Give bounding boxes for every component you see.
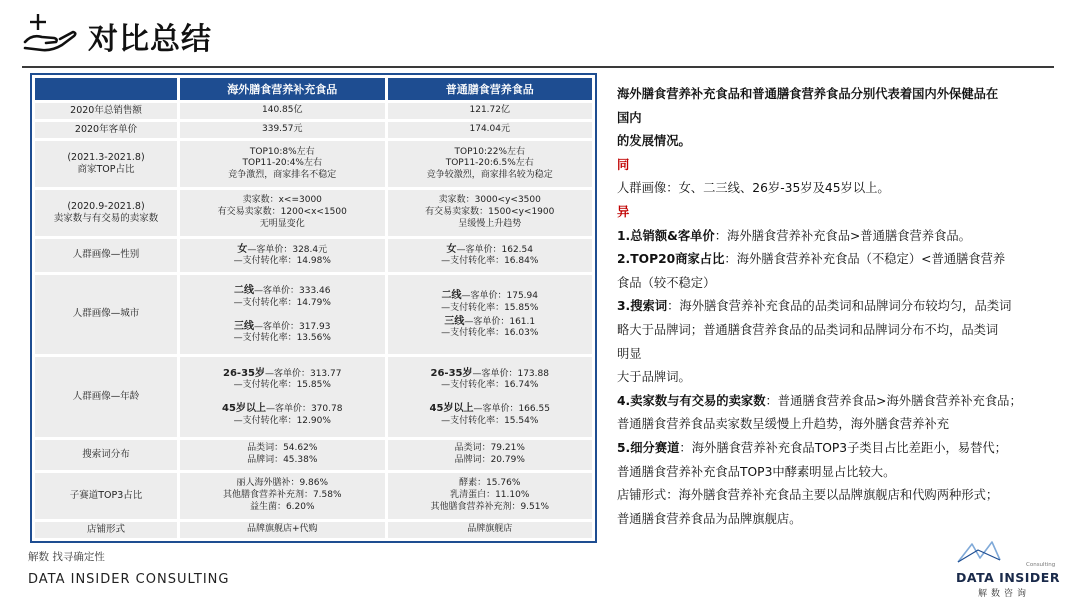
cell-line-emphasis: 26-35岁: [223, 367, 265, 379]
cell-line-text: 有交易卖家数：1200<x<1500: [217, 207, 347, 218]
cell-line: [392, 124, 589, 136]
cell-line: [392, 524, 589, 536]
note-text: ：海外膳食营养补充食品TOP3子类目占比差距小，易替代；: [679, 440, 1007, 455]
table-row: [35, 239, 592, 272]
row-label: [35, 473, 177, 519]
row-label-text: (2021.3-2021.8): [67, 151, 145, 163]
note-text: 大于品牌词。: [617, 370, 691, 385]
cell-line-text: —客单价：317.93: [254, 321, 331, 332]
row-label-text: 店铺形式: [86, 523, 125, 535]
cell-line-text: 卖家数：x<=3000: [242, 195, 322, 206]
cell-line-text: 酵素：15.76%: [459, 478, 521, 489]
cell-line-text: 品类词：54.62%: [247, 443, 318, 454]
cell-line-text: 竞争激烈，商家排名不稳定: [228, 169, 337, 180]
cell-line-text: 益生菌：6.20%: [249, 501, 315, 512]
cell-line: [392, 328, 589, 340]
note-text: ：海外膳食营养补充食品>普通膳食营养食品。: [714, 228, 971, 243]
cell-line-emphasis: 二线: [234, 285, 254, 297]
domestic-value-cell: [388, 275, 593, 354]
row-label: [35, 440, 177, 471]
cell-line-text: 339.57元: [262, 124, 303, 135]
cell-line: [184, 367, 381, 381]
note-text: 异: [617, 204, 630, 219]
table-row: [35, 103, 592, 119]
cell-line: [184, 416, 381, 428]
cell-line-emphasis: 女: [237, 243, 248, 255]
note-line: [617, 272, 1057, 296]
cell-line: [184, 455, 381, 467]
cell-line: [184, 490, 381, 502]
cell-line-text: 121.72亿: [469, 105, 510, 116]
cell-line: [392, 195, 589, 207]
overseas-value-cell: [180, 239, 385, 272]
cell-line-text: 乳清蛋白：11.10%: [450, 490, 530, 501]
cell-line: [392, 207, 589, 219]
note-line: [617, 343, 1057, 367]
note-text: 略大于品牌词；普通膳食营养食品的品类词和品牌词分布不均，品类词: [617, 322, 999, 337]
cell-line-emphasis: 三线: [234, 320, 254, 332]
cell-line: [392, 380, 589, 392]
cell-line: [392, 105, 589, 117]
cell-line-text: 140.85亿: [262, 105, 303, 116]
cell-line-text: 品牌旗舰店: [467, 524, 513, 535]
note-line: [617, 461, 1057, 485]
row-label-text: 卖家数与有交易的卖家数: [53, 212, 159, 224]
row-label-text: 搜索词分布: [82, 448, 130, 460]
cell-line: [392, 490, 589, 502]
cell-line: [184, 170, 381, 182]
domestic-value-cell: [388, 103, 593, 119]
note-text: 海外膳食营养补充食品和普通膳食营养食品分别代表着国内外保健品在: [617, 87, 999, 101]
note-text: 店铺形式：海外膳食营养补充食品主要以品牌旗舰店和代购两种形式；: [617, 488, 999, 503]
row-label: [35, 103, 177, 119]
cell-line: [392, 158, 589, 170]
cell-line: [184, 320, 381, 334]
note-line: [617, 248, 1057, 272]
note-line: [617, 413, 1057, 437]
cell-line-emphasis: 女: [446, 243, 457, 255]
table-header-cell: 海外膳食营养补充食品: [180, 78, 385, 100]
table-row: [35, 357, 592, 436]
cell-line: [184, 105, 381, 117]
cell-line: [392, 256, 589, 268]
cell-line: [184, 147, 381, 159]
note-text: 国内: [617, 110, 642, 125]
cell-line-text: 品类词：79.21%: [454, 443, 525, 454]
cell-line-text: 卖家数：3000<y<3500: [438, 195, 541, 206]
cell-line-text: 品牌词：45.38%: [247, 454, 318, 465]
note-text: ：海外膳食营养补充食品的品类词和品牌词分布较均匀，品类词: [667, 299, 1012, 314]
cell-line-text: 其他膳食营养补充剂：9.51%: [430, 501, 550, 512]
row-label: [35, 239, 177, 272]
cell-line: [392, 147, 589, 159]
cell-line: [184, 478, 381, 490]
note-line: [617, 437, 1057, 461]
cell-line-text: —支付转化率：16.74%: [441, 380, 539, 391]
cell-line: [184, 243, 381, 257]
cell-line-text: —支付转化率：15.85%: [233, 380, 331, 391]
row-label-text: 人群画像—城市: [72, 308, 140, 320]
brand-name: DATA INSIDER CONSULTING: [28, 572, 230, 587]
cell-line-text: 有交易卖家数：1500<y<1900: [425, 207, 555, 218]
note-text: ：普通膳食营养食品>海外膳食营养补充食品；: [765, 393, 1022, 408]
row-label: [35, 122, 177, 138]
overseas-value-cell: [180, 357, 385, 436]
cell-line-text: —支付转化率：15.85%: [441, 302, 539, 313]
cell-line: [184, 298, 381, 310]
row-label: [35, 141, 177, 187]
row-label-text: 人群画像—性别: [72, 249, 140, 261]
cell-line-text: 呈缓慢上升趋势: [458, 218, 522, 229]
cell-line: [392, 367, 589, 381]
overseas-value-cell: [180, 473, 385, 519]
cell-line: [184, 333, 381, 345]
note-line: [617, 201, 1057, 225]
row-label: [35, 190, 177, 236]
cell-line-text: —客单价：162.54: [456, 244, 533, 255]
cell-line: [392, 219, 589, 231]
spacer: [392, 392, 589, 402]
row-label: [35, 357, 177, 436]
logo-text: DATA INSIDER: [956, 570, 1060, 585]
note-line: [617, 366, 1057, 390]
table-row: [35, 275, 592, 354]
row-label-text: 商家TOP占比: [77, 164, 135, 176]
overseas-value-cell: [180, 190, 385, 236]
cell-line-emphasis: 26-35岁: [430, 367, 473, 379]
cell-line: [392, 502, 589, 514]
cell-line: [184, 443, 381, 455]
note-text: 的发展情况。: [617, 134, 691, 149]
table-header-row: [35, 78, 592, 100]
domestic-value-cell: [388, 522, 593, 538]
cell-line: [184, 380, 381, 392]
comparison-table: [30, 73, 597, 543]
row-label: [35, 522, 177, 538]
cell-line-text: 其他膳食营养补充剂：7.58%: [222, 490, 342, 501]
row-label-text: 子赛道TOP3占比: [69, 489, 143, 501]
table-row: [35, 473, 592, 519]
cell-line: [184, 256, 381, 268]
logo-subtitle: 解数咨询: [978, 589, 1031, 599]
overseas-value-cell: [180, 440, 385, 471]
domestic-value-cell: [388, 239, 593, 272]
cell-line: [392, 289, 589, 303]
note-line: [617, 484, 1057, 508]
source-note: 解数 找寻确定性: [28, 551, 105, 563]
summary-notes: [617, 83, 1057, 531]
cell-line-text: 174.04元: [469, 124, 510, 135]
domestic-value-cell: [388, 122, 593, 138]
note-line: [617, 225, 1057, 249]
overseas-value-cell: [180, 275, 385, 354]
hand-plus-icon: [22, 12, 78, 54]
note-text: ：海外膳食营养补充食品（不稳定）<普通膳食营养: [724, 252, 1006, 267]
cell-line-emphasis: 二线: [441, 290, 462, 302]
cell-line-emphasis: 三线: [444, 315, 465, 327]
note-text: 3.搜索词: [617, 299, 668, 314]
domestic-value-cell: [388, 357, 593, 436]
cell-line: [184, 219, 381, 231]
note-line: [617, 130, 1057, 154]
domestic-value-cell: [388, 440, 593, 471]
cell-line: [184, 502, 381, 514]
table-row: [35, 122, 592, 138]
cell-line-text: —客单价：166.55: [473, 403, 550, 414]
cell-line: [392, 416, 589, 428]
cell-line-text: —支付转化率：16.03%: [441, 328, 539, 339]
cell-line: [184, 284, 381, 298]
cell-line: [184, 402, 381, 416]
overseas-value-cell: [180, 103, 385, 119]
cell-line-text: TOP10:22%左右: [454, 146, 525, 157]
cell-line-text: —支付转化率：12.90%: [233, 415, 331, 426]
table-header-cell: [35, 78, 177, 100]
note-text: 5.细分赛道: [617, 440, 680, 455]
note-line: [617, 154, 1057, 178]
note-text: 明显: [617, 346, 642, 361]
cell-line-text: 品牌旗舰店+代购: [246, 524, 318, 535]
table-row: [35, 190, 592, 236]
cell-line: [392, 170, 589, 182]
cell-line-text: TOP11-20:6.5%左右: [445, 158, 534, 169]
cell-line: [184, 124, 381, 136]
cell-line-text: —支付转化率：14.98%: [233, 256, 331, 267]
note-text: 4.卖家数与有交易的卖家数: [617, 393, 766, 408]
cell-line-text: —客单价：370.78: [265, 403, 343, 414]
cell-line-emphasis: 45岁以上: [222, 402, 266, 414]
cell-line-text: —客单价：175.94: [461, 291, 538, 302]
cell-line-text: —客单价：161.1: [464, 316, 536, 327]
cell-line: [184, 524, 381, 536]
spacer: [184, 392, 381, 402]
cell-line: [392, 315, 589, 329]
cell-line-text: —客单价：333.46: [254, 286, 331, 297]
cell-line-text: —客单价：328.4元: [247, 244, 328, 255]
cell-line: [392, 443, 589, 455]
cell-line: [184, 195, 381, 207]
table-row: [35, 440, 592, 471]
note-text: 普通膳食营养食品为品牌旗舰店。: [617, 511, 802, 526]
note-text: 同: [617, 157, 630, 172]
logo-consulting: Consulting: [1026, 562, 1056, 568]
cell-line-text: —支付转化率：16.84%: [441, 256, 539, 267]
note-line: [617, 295, 1057, 319]
cell-line: [392, 243, 589, 257]
overseas-value-cell: [180, 141, 385, 187]
note-line: [617, 508, 1057, 532]
overseas-value-cell: [180, 522, 385, 538]
cell-line-text: 无明显变化: [259, 218, 305, 229]
domestic-value-cell: [388, 473, 593, 519]
cell-line-text: —支付转化率：13.56%: [233, 333, 331, 344]
row-label-text: (2020.9-2021.8): [67, 200, 145, 212]
page-title: 对比总结: [88, 22, 212, 57]
cell-line-text: TOP11-20:4%左右: [242, 158, 322, 169]
note-text: 普通膳食营养补充食品TOP3中酵素明显占比较大。: [617, 464, 896, 479]
note-line: [617, 83, 1057, 107]
cell-line: [392, 455, 589, 467]
cell-line-text: —客单价：313.77: [264, 368, 342, 379]
table-row: [35, 522, 592, 538]
spacer: [184, 310, 381, 320]
cell-line: [392, 402, 589, 416]
domestic-value-cell: [388, 190, 593, 236]
row-label: [35, 275, 177, 354]
header-divider: [22, 66, 1054, 68]
cell-line-text: —客单价：173.88: [472, 368, 549, 379]
note-text: 人群画像：女、二三线、26岁-35岁及45岁以上。: [617, 181, 890, 196]
note-line: [617, 177, 1057, 201]
row-label-text: 2020年客单价: [74, 123, 138, 135]
note-text: 普通膳食营养食品卖家数呈缓慢上升趋势，海外膳食营养补充: [617, 417, 950, 432]
note-line: [617, 319, 1057, 343]
overseas-value-cell: [180, 122, 385, 138]
cell-line: [392, 303, 589, 315]
row-label-text: 人群画像—年龄: [72, 390, 140, 402]
row-label-text: 2020年总销售额: [70, 104, 142, 116]
table-header-cell: 普通膳食营养食品: [388, 78, 593, 100]
note-text: 2.TOP20商家占比: [617, 252, 725, 267]
note-text: 食品（较不稳定）: [617, 275, 716, 290]
table-row: [35, 141, 592, 187]
cell-line: [184, 207, 381, 219]
note-line: [617, 107, 1057, 131]
cell-line-text: 丽人海外膳补：9.86%: [236, 478, 329, 489]
cell-line-text: —支付转化率：14.79%: [233, 297, 331, 308]
cell-line-text: 品牌词：20.79%: [454, 454, 525, 465]
cell-line-text: 竞争较激烈，商家排名较为稳定: [426, 169, 553, 180]
cell-line: [184, 158, 381, 170]
note-text: 1.总销额&客单价: [617, 228, 715, 243]
cell-line-emphasis: 45岁以上: [429, 402, 474, 414]
domestic-value-cell: [388, 141, 593, 187]
cell-line-text: —支付转化率：15.54%: [441, 415, 539, 426]
cell-line: [392, 478, 589, 490]
note-line: [617, 390, 1057, 414]
cell-line-text: TOP10:8%左右: [249, 146, 315, 157]
